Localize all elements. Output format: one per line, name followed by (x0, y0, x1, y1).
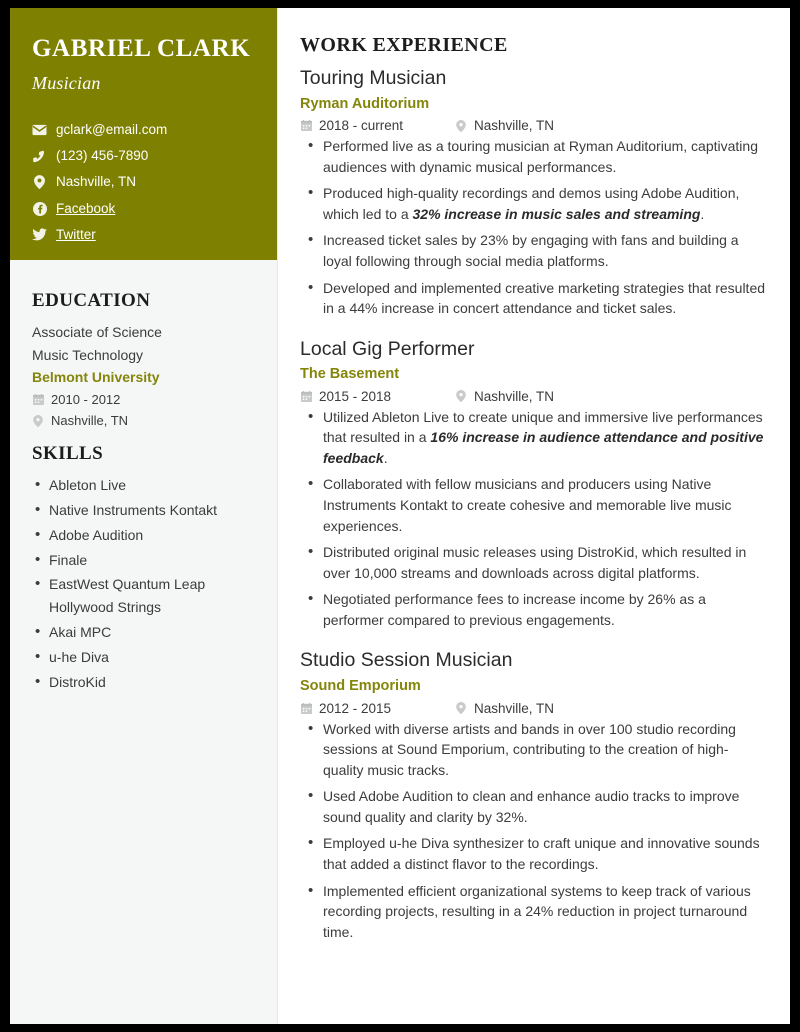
education-heading: EDUCATION (32, 290, 151, 311)
calendar-icon (300, 120, 312, 131)
job-location-row (455, 389, 554, 404)
map-pin-icon (455, 702, 467, 714)
list-item: • Adobe Audition (32, 524, 255, 547)
skills-list (32, 474, 255, 693)
calendar-icon (300, 703, 312, 714)
job-role: Local Gig Performer (300, 337, 475, 360)
map-pin-icon (455, 390, 467, 402)
job-dates-row (300, 389, 455, 404)
list-item: • Developed and implemented creative marketing strategies that resulted in a 44% increase in concert attendance and ticket sales. (300, 278, 768, 319)
calendar-icon (300, 391, 312, 402)
list-item: • Ableton Live (32, 474, 255, 497)
education-location-row (32, 410, 255, 431)
job-meta (300, 701, 768, 716)
list-item: • Produced high-quality recordings and demos using Adobe Audition, which led to a 32% increase in music sales and streaming. (300, 183, 768, 224)
contact-item-twitter[interactable] (32, 225, 255, 245)
job-location: Nashville, TN (474, 388, 555, 404)
list-item: • Distributed original music releases using DistroKid, which resulted in over 10,000 streams and downloads across digital platforms. (300, 542, 768, 583)
job-meta (300, 118, 768, 133)
list-item: • Akai MPC (32, 621, 255, 644)
job-list (300, 66, 768, 942)
bullet-highlight: 16% increase in audience attendance and positive feedback (323, 429, 764, 466)
candidate-title: Musician (32, 72, 101, 93)
list-item: • DistroKid (32, 671, 255, 694)
list-item: • Used Adobe Audition to clean and enhance audio tracks to improve sound quality and clarity by 32%. (300, 786, 768, 827)
list-item: • Increased ticket sales by 23% by engaging with fans and building a loyal following through social media platforms. (300, 230, 768, 271)
job-dates: 2015 - 2018 (319, 388, 392, 404)
contact-text-location: Nashville, TN (56, 174, 137, 190)
job-company: Sound Emporium (300, 678, 421, 695)
list-item: • u-he Diva (32, 646, 255, 669)
job-company: The Basement (300, 366, 400, 383)
job-location: Nashville, TN (474, 118, 555, 134)
job-dates-row (300, 118, 455, 133)
resume-page (10, 8, 790, 1024)
job-bullet-list (300, 719, 768, 943)
education-school: Belmont University (32, 369, 160, 386)
map-pin-icon (32, 415, 44, 427)
list-item: • EastWest Quantum Leap Hollywood Strings (32, 573, 255, 619)
contact-text-email: gclark@email.com (56, 121, 168, 137)
map-pin-icon (455, 120, 467, 132)
job-entry (300, 648, 768, 942)
twitter-icon (32, 228, 47, 241)
job-role: Studio Session Musician (300, 649, 513, 672)
list-item: • Collaborated with fellow musicians and producers using Native Instruments Kontakt to create cohesive and memorable live music experiences. (300, 474, 768, 536)
contact-list (32, 120, 255, 245)
contact-item-phone (32, 146, 255, 166)
contact-item-email (32, 120, 255, 140)
phone-icon (32, 150, 47, 163)
sidebar (10, 8, 278, 1024)
contact-item-location (32, 172, 255, 192)
contact-item-facebook[interactable] (32, 199, 255, 219)
calendar-icon (32, 394, 44, 405)
education-degree: Associate of Science (32, 324, 162, 340)
map-pin-icon (32, 175, 47, 189)
envelope-icon (32, 124, 47, 136)
main-column (278, 8, 790, 1024)
job-bullet-list (300, 136, 768, 319)
work-experience-heading: WORK EXPERIENCE (300, 34, 508, 56)
job-location: Nashville, TN (474, 700, 555, 716)
job-location-row (455, 701, 554, 716)
job-entry (300, 66, 768, 319)
list-item: • Utilized Ableton Live to create unique and immersive live performances that resulted in a 16% increase in audience attendance and positive feedback. (300, 407, 768, 469)
facebook-icon (32, 202, 47, 216)
job-meta (300, 389, 768, 404)
job-bullet-list (300, 407, 768, 631)
education-location: Nashville, TN (51, 413, 129, 429)
job-role: Touring Musician (300, 67, 447, 89)
contact-text-facebook[interactable]: Facebook (56, 200, 116, 216)
list-item: • Worked with diverse artists and bands in over 100 studio recording sessions at Sound Emporium, contributing to the creation of high-quality music tracks. (300, 719, 768, 781)
list-item: • Implemented efficient organizational systems to keep track of various recording projects, resulting in a 24% reduction in project turnaround time. (300, 881, 768, 943)
list-item: • Finale (32, 549, 255, 572)
education-dates: 2010 - 2012 (51, 392, 121, 408)
skills-heading: SKILLS (32, 443, 104, 465)
contact-text-twitter[interactable]: Twitter (56, 226, 96, 242)
list-item: • Native Instruments Kontakt (32, 499, 255, 522)
education-dates-row (32, 389, 255, 410)
sidebar-header (10, 8, 277, 260)
job-location-row (455, 118, 554, 133)
contact-text-phone: (123) 456-7890 (56, 148, 149, 163)
list-item: • Negotiated performance fees to increase income by 26% as a performer compared to previous engagements. (300, 589, 768, 630)
job-dates: 2018 - current (319, 118, 404, 134)
candidate-name: GABRIEL CLARK (32, 35, 251, 62)
bullet-highlight: 32% increase in music sales and streaming (412, 205, 701, 222)
job-dates: 2012 - 2015 (319, 700, 392, 716)
job-dates-row (300, 701, 455, 716)
sidebar-body (10, 260, 277, 693)
education-field: Music Technology (32, 346, 144, 363)
list-item: • Performed live as a touring musician at Ryman Auditorium, captivating audiences with dynamic musical performances. (300, 136, 768, 177)
list-item: • Employed u-he Diva synthesizer to craft unique and innovative sounds that added a distinct flavor to the recordings. (300, 833, 768, 874)
job-entry (300, 337, 768, 631)
job-company: Ryman Auditorium (300, 95, 430, 112)
